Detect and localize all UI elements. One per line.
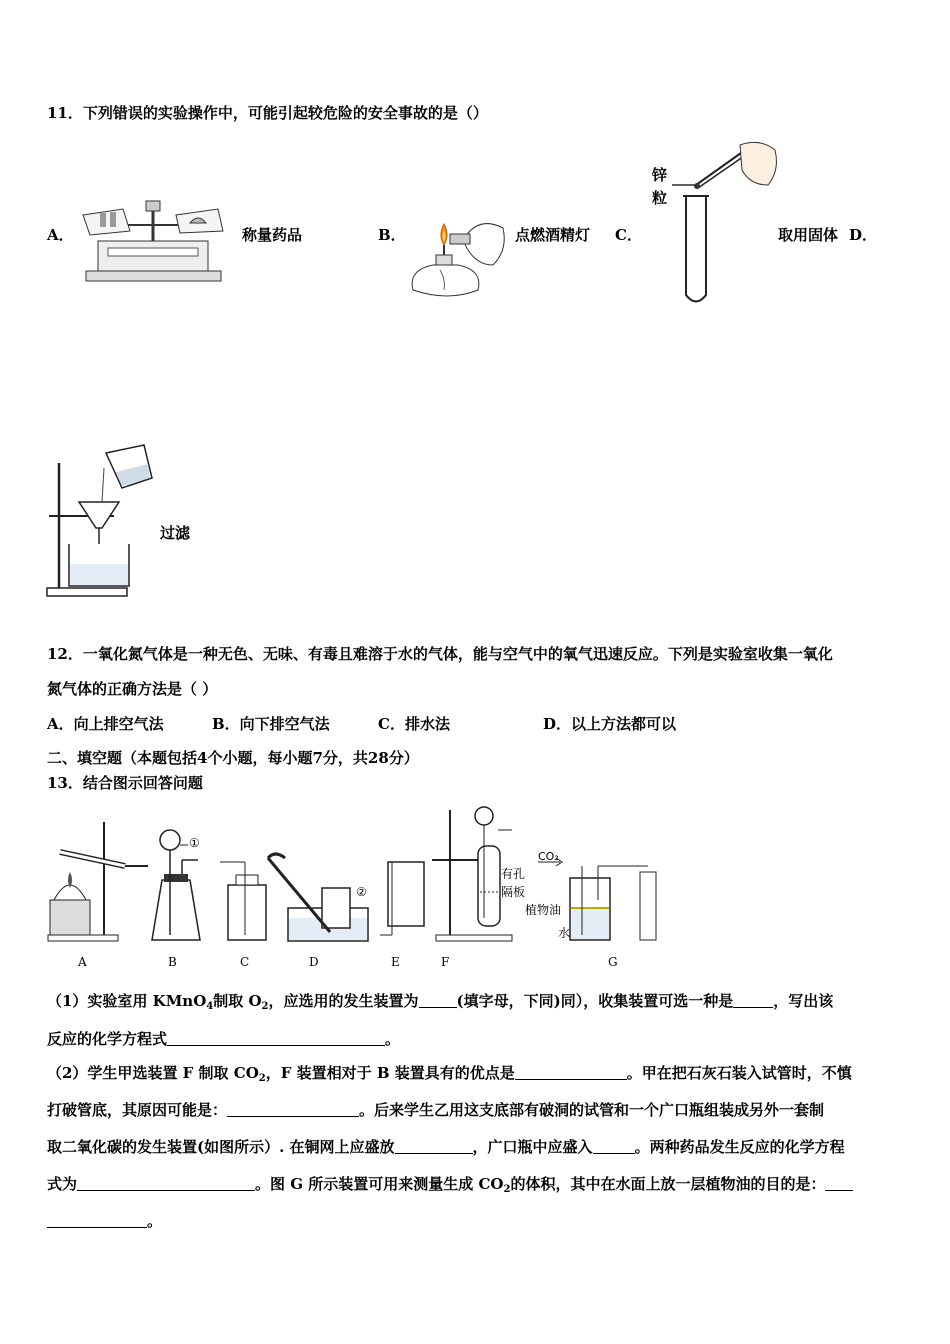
answer-blank[interactable]: [419, 993, 457, 1008]
label-b: B: [168, 955, 177, 969]
apparatus-d: [268, 854, 368, 941]
label-a: A: [78, 955, 87, 969]
q11-option-a-caption: 称量药品: [242, 226, 303, 244]
f-label-1: 有孔: [501, 867, 526, 881]
q11-option-b-caption: 点燃酒精灯: [515, 226, 591, 244]
q11-option-d-letter: D．: [849, 226, 878, 244]
apparatus-g: [538, 858, 656, 940]
q11-option-c-letter: C．: [615, 226, 642, 244]
q12-stem-line-2: 氮气体的正确方法是（ ）: [47, 680, 218, 698]
q12-option-a: A．向上排空气法: [47, 715, 164, 733]
label-e: E: [391, 955, 400, 969]
q13-part2-line5: 。: [47, 1210, 162, 1231]
q11-option-c-caption: 取用固体: [778, 226, 839, 244]
label-g: G: [608, 955, 618, 969]
q13-part2-line2: 打破管底，其原因可能是： 。后来学生乙用这支底部有破洞的试管和一个广口瓶组装成另外一套制: [47, 1101, 825, 1119]
answer-blank[interactable]: [515, 1065, 627, 1080]
q11-option-b-letter: B．: [378, 226, 406, 244]
q13-part2-line4: 式为 。图 G 所示装置可用来测量生成 $CO_2$的体积，其中在水面上放一层植物油的目的是：: [47, 1173, 853, 1195]
answer-blank[interactable]: [733, 993, 773, 1008]
answer-blank[interactable]: [167, 1031, 385, 1046]
label-f: F: [441, 955, 450, 969]
filtration-illustration: [44, 448, 156, 603]
marker-2: ②: [356, 885, 367, 899]
apparatus-c: [220, 862, 266, 940]
label-c: C: [240, 955, 250, 969]
zinc-label-1: 锌: [652, 166, 668, 184]
q12-option-d: D．以上方法都可以: [543, 715, 677, 733]
answer-blank[interactable]: [395, 1139, 473, 1154]
q13-part1-line2: 反应的化学方程式 。: [47, 1030, 401, 1048]
q13-part1-line1: （1）实验室用 KMnO$_4$制取 $O_2$，应选用的发生装置为 (填字母，下同)同），收集装置可选一种是 ，写出该: [47, 992, 834, 1012]
q11-option-a-letter: A．: [47, 226, 74, 244]
zinc-label-2: 粒: [652, 189, 668, 207]
q11-option-d-caption: 过滤: [160, 524, 191, 542]
answer-blank[interactable]: [593, 1139, 635, 1154]
q12-stem-line-1: 12．一氧化氮气体是一种无色、无味、有毒且难溶于水的气体，能与空气中的氧气迅速反应。下列是实验室收集一氧化: [47, 645, 833, 663]
answer-blank[interactable]: [227, 1102, 359, 1117]
g-oil-label: 植物油: [525, 903, 562, 917]
g-co2-label: CO₂: [538, 850, 559, 863]
q11-stem: 11．下列错误的实验操作中，可能引起较危险的安全事故的是（）: [47, 104, 488, 122]
answer-blank[interactable]: [825, 1176, 853, 1191]
answer-blank[interactable]: [47, 1213, 147, 1228]
f-label-2: 隔板: [501, 885, 526, 899]
q13-part2-line3: 取二氧化碳的发生装置(如图所示）. 在铜网上应盛放 ，广口瓶中应盛入 。两种药品发生反应的化学方程: [47, 1138, 845, 1156]
g-water-label: 水: [558, 926, 571, 940]
q13-part2-line1: （2）学生甲选装置 F 制取 $CO_2$，F 装置相对于 B 装置具有的优点是 。甲在把石灰石装入试管时，不慎: [47, 1064, 852, 1084]
section-heading: 二、填空题（本题包括4个小题，每小题7分，共28分）: [47, 749, 419, 767]
test-tube-tweezers-illustration: [670, 140, 785, 305]
apparatus-e: [380, 862, 424, 935]
apparatus-a: [48, 822, 148, 941]
balance-illustration: [78, 193, 228, 293]
q12-option-c: C．排水法: [378, 715, 450, 733]
marker-1: ①: [189, 836, 200, 850]
apparatus-f: [432, 807, 512, 941]
q13-stem: 13．结合图示回答问题: [47, 774, 203, 792]
answer-blank[interactable]: [77, 1176, 255, 1191]
q12-option-b: B．向下排空气法: [212, 715, 330, 733]
label-d: D: [309, 955, 319, 969]
alcohol-lamp-illustration: [408, 210, 508, 305]
